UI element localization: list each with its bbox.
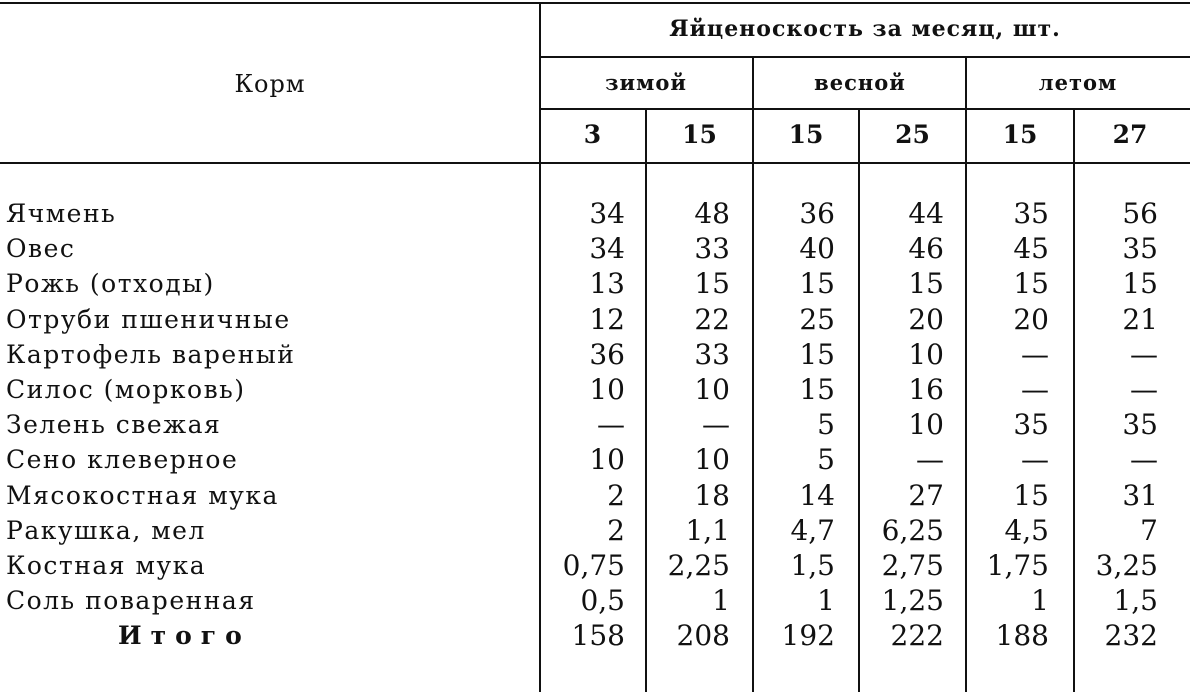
table-row (0, 513, 1190, 549)
value-cell: 6,25 (881, 513, 944, 547)
value-cell: 35 (1122, 232, 1158, 266)
total-row (0, 618, 1190, 654)
value-cell: 5 (817, 408, 835, 442)
value-cell: — (1021, 443, 1049, 477)
season-spring-header: весной (814, 70, 906, 95)
value-cell: 18 (694, 478, 730, 512)
value-cell: 15 (1013, 478, 1049, 512)
feed-name: Костная мука (6, 551, 207, 580)
egg-yield-header: Яйценоскость за месяц, шт. (669, 16, 1061, 42)
value-cell: 1,25 (881, 584, 944, 618)
value-cell: 20 (908, 302, 944, 336)
summer-level-2-header: 27 (1112, 120, 1148, 149)
value-cell: 46 (908, 232, 944, 266)
value-cell: 14 (799, 478, 835, 512)
value-cell: — (597, 408, 625, 442)
value-cell: 22 (694, 302, 730, 336)
feed-name: Картофель вареный (6, 339, 296, 369)
value-cell: — (1130, 337, 1158, 371)
value-cell: 25 (799, 302, 835, 336)
value-cell: 40 (799, 232, 835, 266)
feed-name: Ракушка, мел (6, 515, 206, 545)
season-winter-header: зимой (605, 70, 687, 95)
value-cell: 44 (908, 197, 944, 230)
value-cell: 10 (908, 337, 944, 371)
value-cell: 0,75 (562, 549, 625, 582)
value-cell: 13 (589, 267, 625, 301)
feed-name: Соль поваренная (6, 586, 256, 616)
value-cell: 2 (607, 513, 625, 547)
total-label: Итого (118, 621, 251, 651)
value-cell: 15 (694, 267, 730, 301)
table-row (0, 231, 1190, 267)
value-cell: 188 (995, 619, 1049, 653)
top-rule (0, 2, 1190, 4)
value-cell: 35 (1013, 408, 1049, 442)
value-cell: 5 (817, 443, 835, 477)
value-cell: 15 (1013, 267, 1049, 301)
value-cell: 10 (589, 443, 625, 477)
value-cell: 2,25 (667, 549, 730, 582)
value-cell: 1,1 (685, 513, 730, 547)
table-row (0, 302, 1190, 338)
value-cell: 1,5 (1113, 584, 1158, 618)
value-cell: 20 (1013, 302, 1049, 336)
value-cell: 192 (781, 619, 835, 653)
value-cell: 45 (1013, 232, 1049, 266)
feed-name: Ячмень (6, 199, 117, 228)
value-cell: 2,75 (881, 549, 944, 582)
value-cell: 21 (1122, 302, 1158, 336)
value-cell: 31 (1122, 478, 1158, 512)
winter-level-1-header: 3 (583, 120, 602, 149)
season-summer-header: летом (1038, 70, 1118, 95)
value-cell: 232 (1104, 619, 1158, 653)
table-row (0, 372, 1190, 408)
value-cell: 4,5 (1004, 513, 1049, 547)
value-cell: 208 (676, 619, 730, 653)
season-rule (540, 108, 1190, 110)
value-cell: 15 (799, 373, 835, 406)
spring-level-1-header: 15 (788, 120, 824, 149)
table-row (0, 337, 1190, 373)
value-cell: 1,5 (790, 549, 835, 582)
value-cell: 36 (799, 197, 835, 230)
value-cell: 15 (799, 267, 835, 301)
value-cell: 158 (571, 619, 625, 653)
spring-level-2-header: 25 (895, 120, 930, 149)
value-cell: 7 (1140, 513, 1158, 547)
value-cell: 35 (1013, 197, 1049, 230)
value-cell: — (1021, 337, 1049, 371)
value-cell: 12 (589, 302, 625, 336)
value-cell: 1 (712, 584, 730, 618)
table-row (0, 407, 1190, 443)
value-cell: — (702, 408, 730, 442)
value-cell: 56 (1122, 197, 1158, 230)
table-row (0, 442, 1190, 478)
value-cell: 0,5 (580, 584, 625, 618)
value-cell: — (1130, 373, 1158, 406)
value-cell: 10 (694, 443, 730, 477)
feed-name: Овес (6, 234, 76, 264)
table-row (0, 478, 1190, 514)
value-cell: 1 (1031, 584, 1049, 618)
feed-column-header: Корм (234, 70, 306, 98)
value-cell: 2 (607, 478, 625, 512)
value-cell: 35 (1122, 408, 1158, 442)
value-cell: 10 (589, 373, 625, 406)
value-cell: 36 (589, 337, 625, 371)
value-cell: 222 (890, 619, 944, 653)
value-cell: 34 (589, 232, 625, 266)
value-cell: 3,25 (1095, 549, 1158, 582)
value-cell: 34 (589, 197, 625, 230)
value-cell: — (916, 443, 944, 477)
feed-name: Зелень свежая (6, 410, 222, 440)
feed-name: Мясокостная мука (6, 480, 279, 510)
feed-name: Сено клеверное (6, 445, 239, 475)
table-row (0, 548, 1190, 584)
value-cell: — (1021, 373, 1049, 406)
winter-level-2-header: 15 (682, 120, 717, 149)
value-cell: 10 (908, 408, 944, 442)
table-row (0, 266, 1190, 302)
summer-level-1-header: 15 (1002, 120, 1038, 149)
table-row (0, 583, 1190, 619)
value-cell: 15 (799, 337, 835, 371)
value-cell: 16 (908, 373, 944, 406)
value-cell: 33 (694, 232, 730, 266)
table-row (0, 196, 1190, 232)
value-cell: 27 (908, 478, 944, 512)
value-cell: — (1130, 443, 1158, 477)
value-cell: 10 (694, 373, 730, 406)
value-cell: 1 (817, 584, 835, 618)
value-cell: 48 (694, 197, 730, 230)
value-cell: 15 (1122, 267, 1158, 301)
feed-name: Отруби пшеничные (6, 304, 291, 334)
value-cell: 33 (694, 337, 730, 371)
group-rule (540, 56, 1190, 58)
header-bottom-rule (0, 162, 1190, 164)
value-cell: 15 (908, 267, 944, 301)
feed-name: Рожь (отходы) (6, 269, 215, 299)
feed-name: Силос (морковь) (6, 375, 246, 404)
value-cell: 1,75 (986, 549, 1049, 582)
value-cell: 4,7 (790, 513, 835, 547)
